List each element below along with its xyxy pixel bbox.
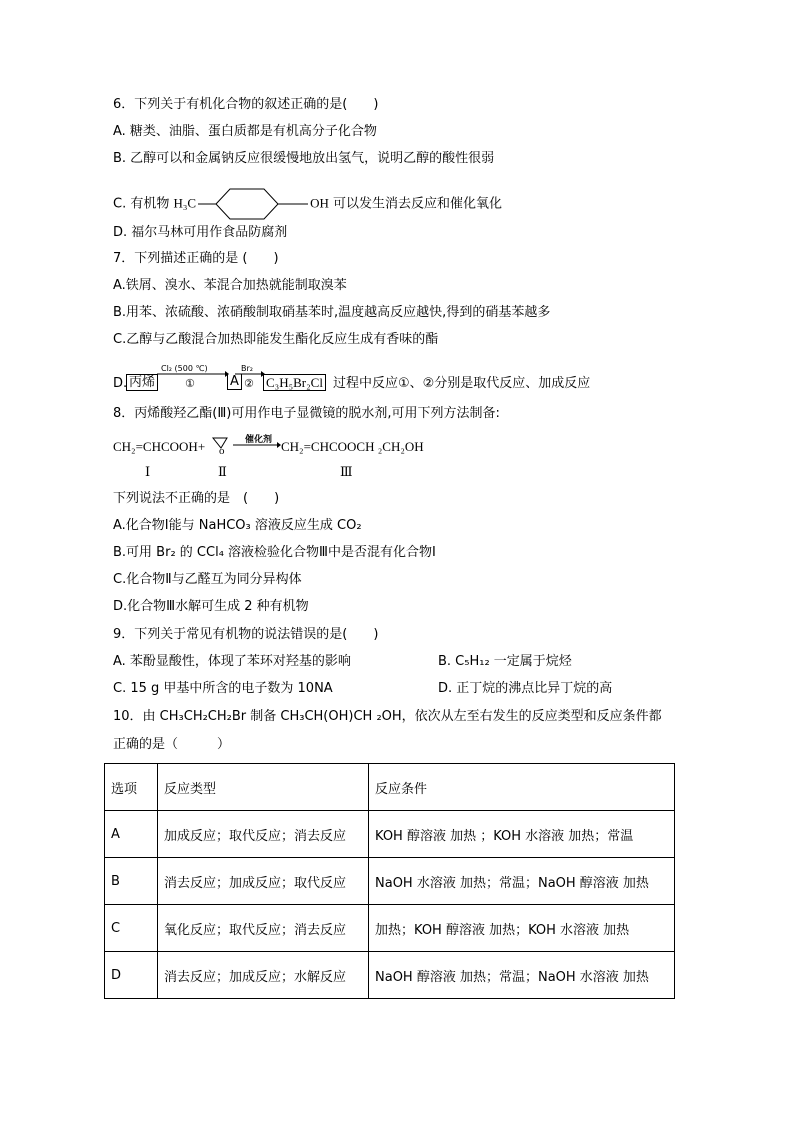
q6-c-prefix: C. 有机物 [113,196,174,212]
q8-option-c: C.化合物Ⅱ与乙醛互为同分异构体 [113,572,302,587]
q8-option-b: B.可用 Br₂ 的 CCl₄ 溶液检验化合物Ⅲ中是否混有化合物Ⅰ [113,545,436,560]
q8-option-d: D.化合物Ⅲ水解可生成 2 种有机物 [113,599,309,614]
table-cell: NaOH 醇溶液 加热；常温；NaOH 水溶液 加热 [369,952,675,999]
table-cell: A [105,811,158,858]
table-row [105,811,675,858]
options-table [104,763,675,999]
q9-option-d: D. 正丁烷的沸点比异丁烷的高 [438,681,613,696]
q10-stem-line2: 正确的是（ ） [113,737,231,752]
table-cell: C [105,905,158,952]
q7-d-prefix: D. [113,376,128,391]
q7-d-start: 丙烯 [126,374,158,391]
q8-epoxide-oxygen: o [219,445,225,457]
q8-product: CH₂=CHCOOCH ₂CH₂OH [281,439,424,454]
q6-option-a: A. 糖类、油脂、蛋白质都是有机高分子化合物 [113,124,377,139]
q7-d-product: C₃H₅Br₂Cl [263,374,326,391]
q10-stem-line1: 10．由 CH₃CH₂CH₂Br 制备 CH₃CH(OH)CH ₂OH，依次从左至右发生的反应类型和反应条件都 [113,709,662,724]
table-cell: 加热；KOH 醇溶液 加热；KOH 水溶液 加热 [369,905,675,952]
q7-d-suffix: 过程中反应①、②分别是取代反应、加成反应 [333,376,591,391]
cyclohexane-ring-icon [198,187,308,221]
header-cell: 反应类型 [158,764,369,811]
header-cell: 选项 [105,764,158,811]
q7-option-a: A.铁屑、溴水、苯混合加热就能制取溴苯 [113,278,347,293]
q6-stem: 6．下列关于有机化合物的叙述正确的是( ) [113,97,379,112]
header-cell: 反应条件 [369,764,675,811]
q7-stem: 7．下列描述正确的是 ( ) [113,251,279,266]
q9-stem: 9．下列关于常见有机物的说法错误的是( ) [113,627,379,642]
q6-option-d: D. 福尔马林可用作食品防腐剂 [113,225,288,240]
q7-d-cond1: Cl₂ (500 ℃) [161,364,208,373]
q7-d-cond2: Br₂ [241,364,253,373]
q8-option-a: A.化合物Ⅰ能与 NaHCO₃ 溶液反应生成 CO₂ [113,518,362,533]
q8-label-1: Ⅰ [145,464,151,479]
table-row [105,905,675,952]
table-cell: 加成反应；取代反应；消去反应 [158,811,369,858]
q8-stem: 8．丙烯酸羟乙酯(Ⅲ)可用作电子显微镜的脱水剂,可用下列方法制备: [113,406,500,421]
table-cell: 消去反应；加成反应；水解反应 [158,952,369,999]
table-row [105,952,675,999]
q7-d-step1: ① [185,377,195,390]
table-cell: NaOH 水溶液 加热；常温；NaOH 醇溶液 加热 [369,858,675,905]
q9-option-a: A. 苯酚显酸性，体现了苯环对羟基的影响 [113,654,351,669]
q8-ask: 下列说法不正确的是 ( ) [113,491,280,506]
q7-d-intermediate: A [227,374,242,390]
q7-d-step2: ② [244,377,254,390]
q7-option-b: B.用苯、浓硫酸、浓硝酸制取硝基苯时,温度越高反应越快,得到的硝基苯越多 [113,305,551,320]
reaction-arrow-icon [233,442,281,448]
table-cell: B [105,858,158,905]
q8-label-2: Ⅱ [218,464,227,479]
table-cell: KOH 醇溶液 加热 ；KOH 水溶液 加热；常温 [369,811,675,858]
table-row [105,858,675,905]
table-cell: 氧化反应；取代反应；消去反应 [158,905,369,952]
q8-catalyst: 催化剂 [245,434,273,444]
table-cell: D [105,952,158,999]
q6-c-suffix: 可以发生消去反应和催化氧化 [328,196,502,212]
q6-option-b: B. 乙醇可以和金属钠反应很缓慢地放出氢气，说明乙醇的酸性很弱 [113,151,495,166]
q8-label-3: Ⅲ [340,464,353,479]
table-header-row [105,764,675,811]
q9-option-c: C. 15 g 甲基中所含的电子数为 10NA [113,681,333,696]
q9-option-b: B. C₅H₁₂ 一定属于烷烃 [438,654,572,669]
q6-c-hydroxyl: OH [310,195,329,211]
table-cell: 消去反应；加成反应；取代反应 [158,858,369,905]
q7-option-c: C.乙醇与乙酸混合加热即能发生酯化反应生成有香味的酯 [113,332,439,347]
q6-option-c [113,187,502,221]
q8-reactant1: CH₂=CHCOOH+ [113,439,206,454]
q6-c-methyl: H₃C [173,195,197,211]
